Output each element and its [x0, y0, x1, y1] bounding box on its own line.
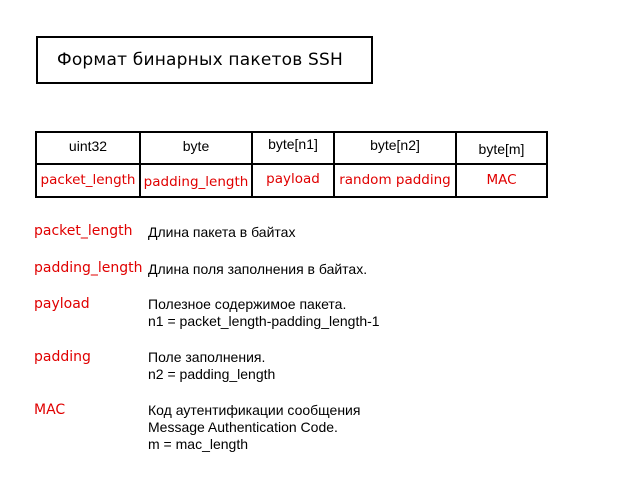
field-cell-mac: MAC [456, 164, 547, 197]
desc-line: Message Authentication Code. [148, 419, 338, 435]
field-cell-payload: payload [252, 164, 334, 197]
desc-packet-length [148, 224, 295, 241]
desc-padding [148, 349, 275, 383]
desc-line: Длина пакета в байтах [148, 224, 296, 240]
type-cell-payload: byte[n1] [252, 132, 334, 164]
diagram-title: Формат бинарных пакетов SSH [57, 50, 343, 70]
desc-line: m = mac_length [148, 436, 248, 452]
desc-mac [148, 402, 360, 453]
term-mac: MAC [34, 402, 66, 418]
field-cell-packet-length: packet_length [36, 164, 140, 197]
type-cell-mac: byte[m] [456, 132, 547, 164]
desc-line: Длина поля заполнения в байтах. [148, 261, 368, 277]
term-padding: padding [34, 349, 91, 365]
desc-line: n1 = packet_length-padding_length-1 [148, 313, 380, 329]
desc-line: n2 = padding_length [148, 366, 276, 382]
desc-payload [148, 296, 380, 330]
packet-format-table [35, 131, 548, 198]
title-box [36, 36, 373, 84]
type-row [36, 132, 547, 164]
desc-line: Полезное содержимое пакета. [148, 296, 347, 312]
term-padding-length: padding_length [34, 260, 143, 276]
type-cell-padding-length: byte [140, 132, 252, 164]
term-packet-length: packet_length [34, 223, 133, 239]
field-row [36, 164, 547, 197]
desc-line: Поле заполнения. [148, 349, 266, 365]
desc-line: Код аутентификации сообщения [148, 402, 361, 418]
type-cell-packet-length: uint32 [36, 132, 140, 164]
desc-padding-length [148, 261, 367, 278]
field-cell-random-padding: random padding [334, 164, 456, 197]
field-cell-padding-length: padding_length [140, 164, 252, 197]
term-payload: payload [34, 296, 90, 312]
type-cell-random-padding: byte[n2] [334, 132, 456, 164]
